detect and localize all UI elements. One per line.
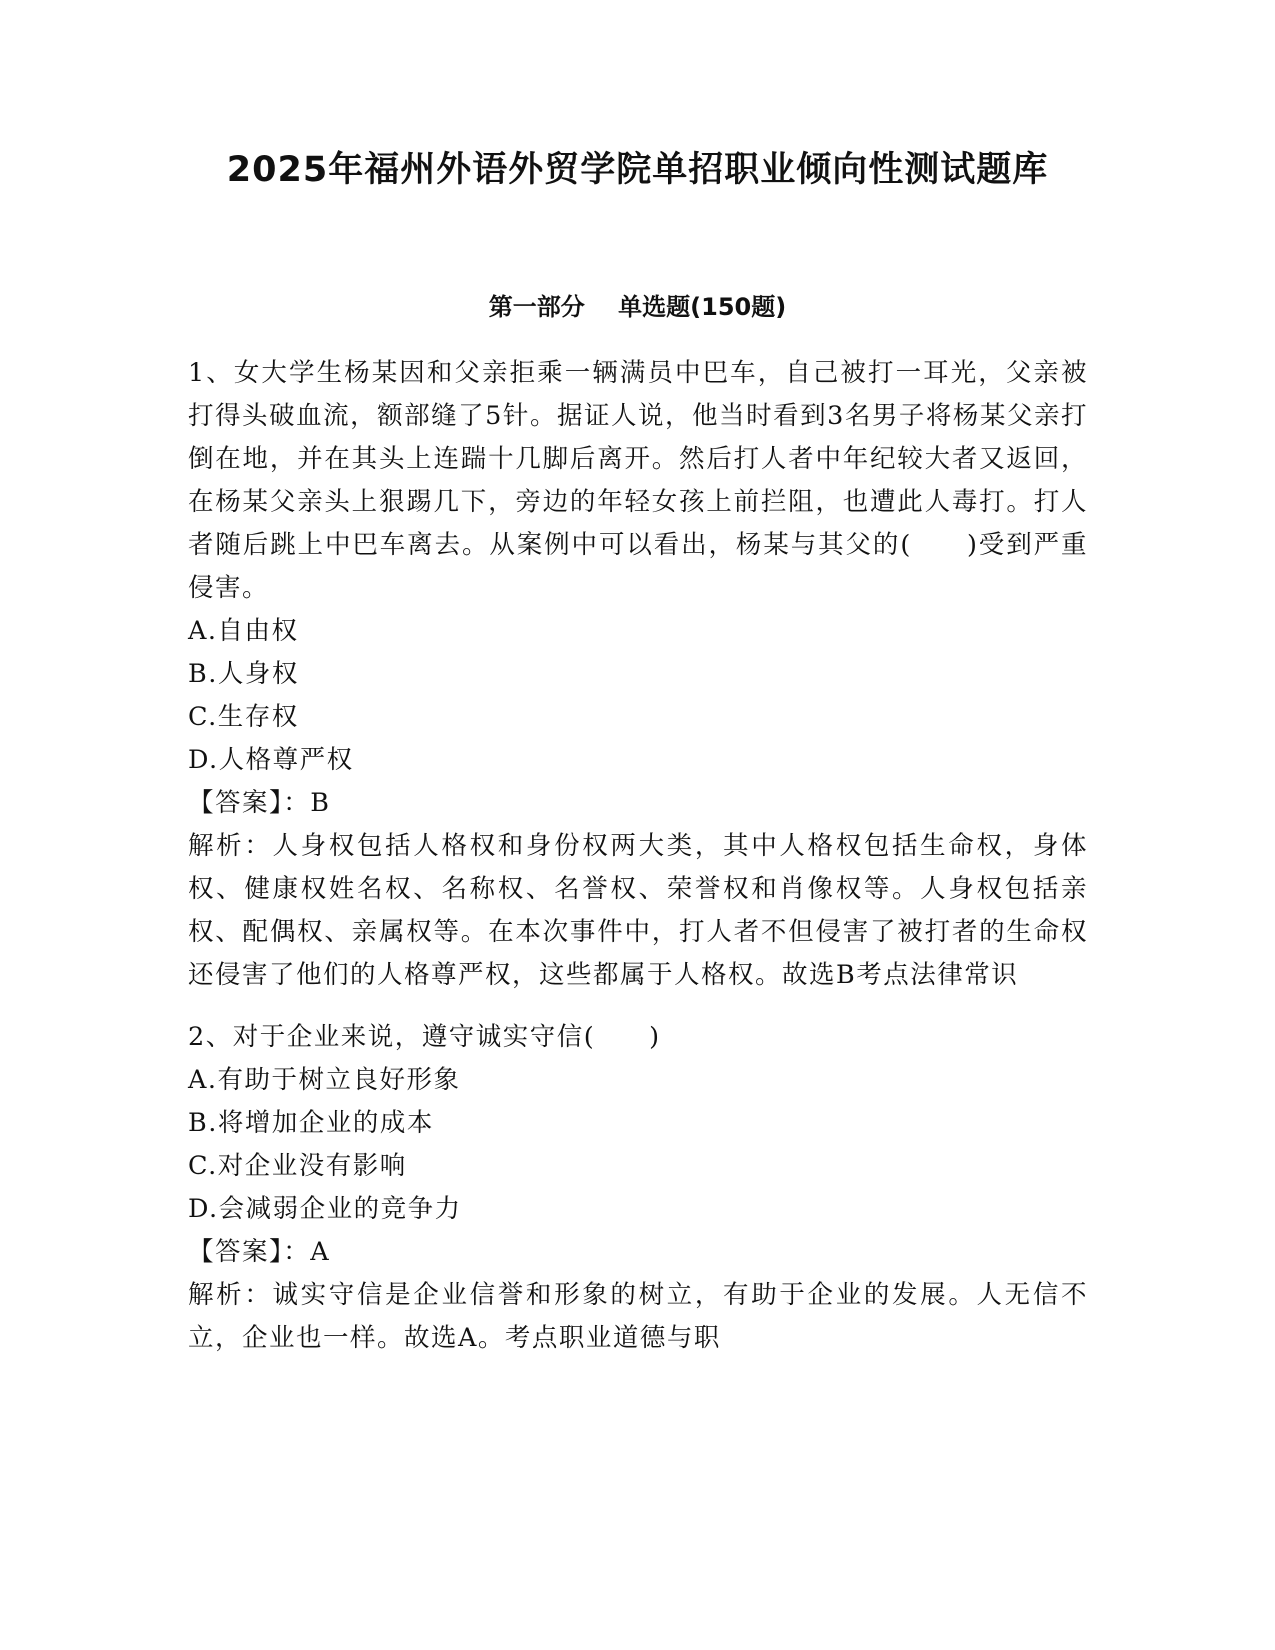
option-d: D.人格尊严权 bbox=[188, 745, 354, 775]
section-title: 第一部分 单选题(150题) bbox=[488, 293, 787, 321]
analysis-text: 解析：诚实守信是企业信誉和形象的树立，有助于企业的发展。人无信不立，企业也一样。故选A。考点职业道德与职 bbox=[188, 1280, 1088, 1353]
option-a: A.自由权 bbox=[188, 616, 299, 646]
analysis-text: 解析：人身权包括人格权和身份权两大类，其中人格权包括生命权，身体权、健康权姓名权、名称权、名誉权、荣誉权和肖像权等。人身权包括亲权、配偶权、亲属权等。在本次事件中，打人者不但侵害了被打者的生命权还侵害了他们的人格尊严权，这些都属于人格权。故选B考点法律常识 bbox=[188, 831, 1088, 990]
option-b: B.人身权 bbox=[188, 659, 299, 689]
question-stem: 1、女大学生杨某因和父亲拒乘一辆满员中巴车，自己被打一耳光，父亲被打得头破血流，额部缝了5针。据证人说，他当时看到3名男子将杨某父亲打倒在地，并在其头上连踹十几脚后离开。然后打人者中年纪较大者又返回，在杨某父亲头上狠踢几下，旁边的年轻女孩上前拦阻，也遭此人毒打。打人者随后跳上中巴车离去。从案例中可以看出，杨某与其父的( )受到严重侵害。 bbox=[188, 358, 1088, 603]
question-stem: 2、对于企业来说，遵守诚实守信( ) bbox=[188, 1022, 661, 1052]
option-c: C.对企业没有影响 bbox=[188, 1151, 407, 1181]
question-1 bbox=[188, 352, 1088, 997]
question-divider bbox=[188, 997, 1088, 1016]
option-b: B.将增加企业的成本 bbox=[188, 1108, 434, 1138]
option-d: D.会减弱企业的竞争力 bbox=[188, 1194, 462, 1224]
option-a: A.有助于树立良好形象 bbox=[188, 1065, 461, 1095]
option-c: C.生存权 bbox=[188, 702, 299, 732]
answer-line: 【答案】：A bbox=[188, 1237, 331, 1267]
answer-line: 【答案】：B bbox=[188, 788, 331, 818]
question-2 bbox=[188, 1016, 1088, 1360]
question-list bbox=[188, 352, 1088, 1360]
document-title: 2025年福州外语外贸学院单招职业倾向性测试题库 bbox=[226, 150, 1049, 190]
